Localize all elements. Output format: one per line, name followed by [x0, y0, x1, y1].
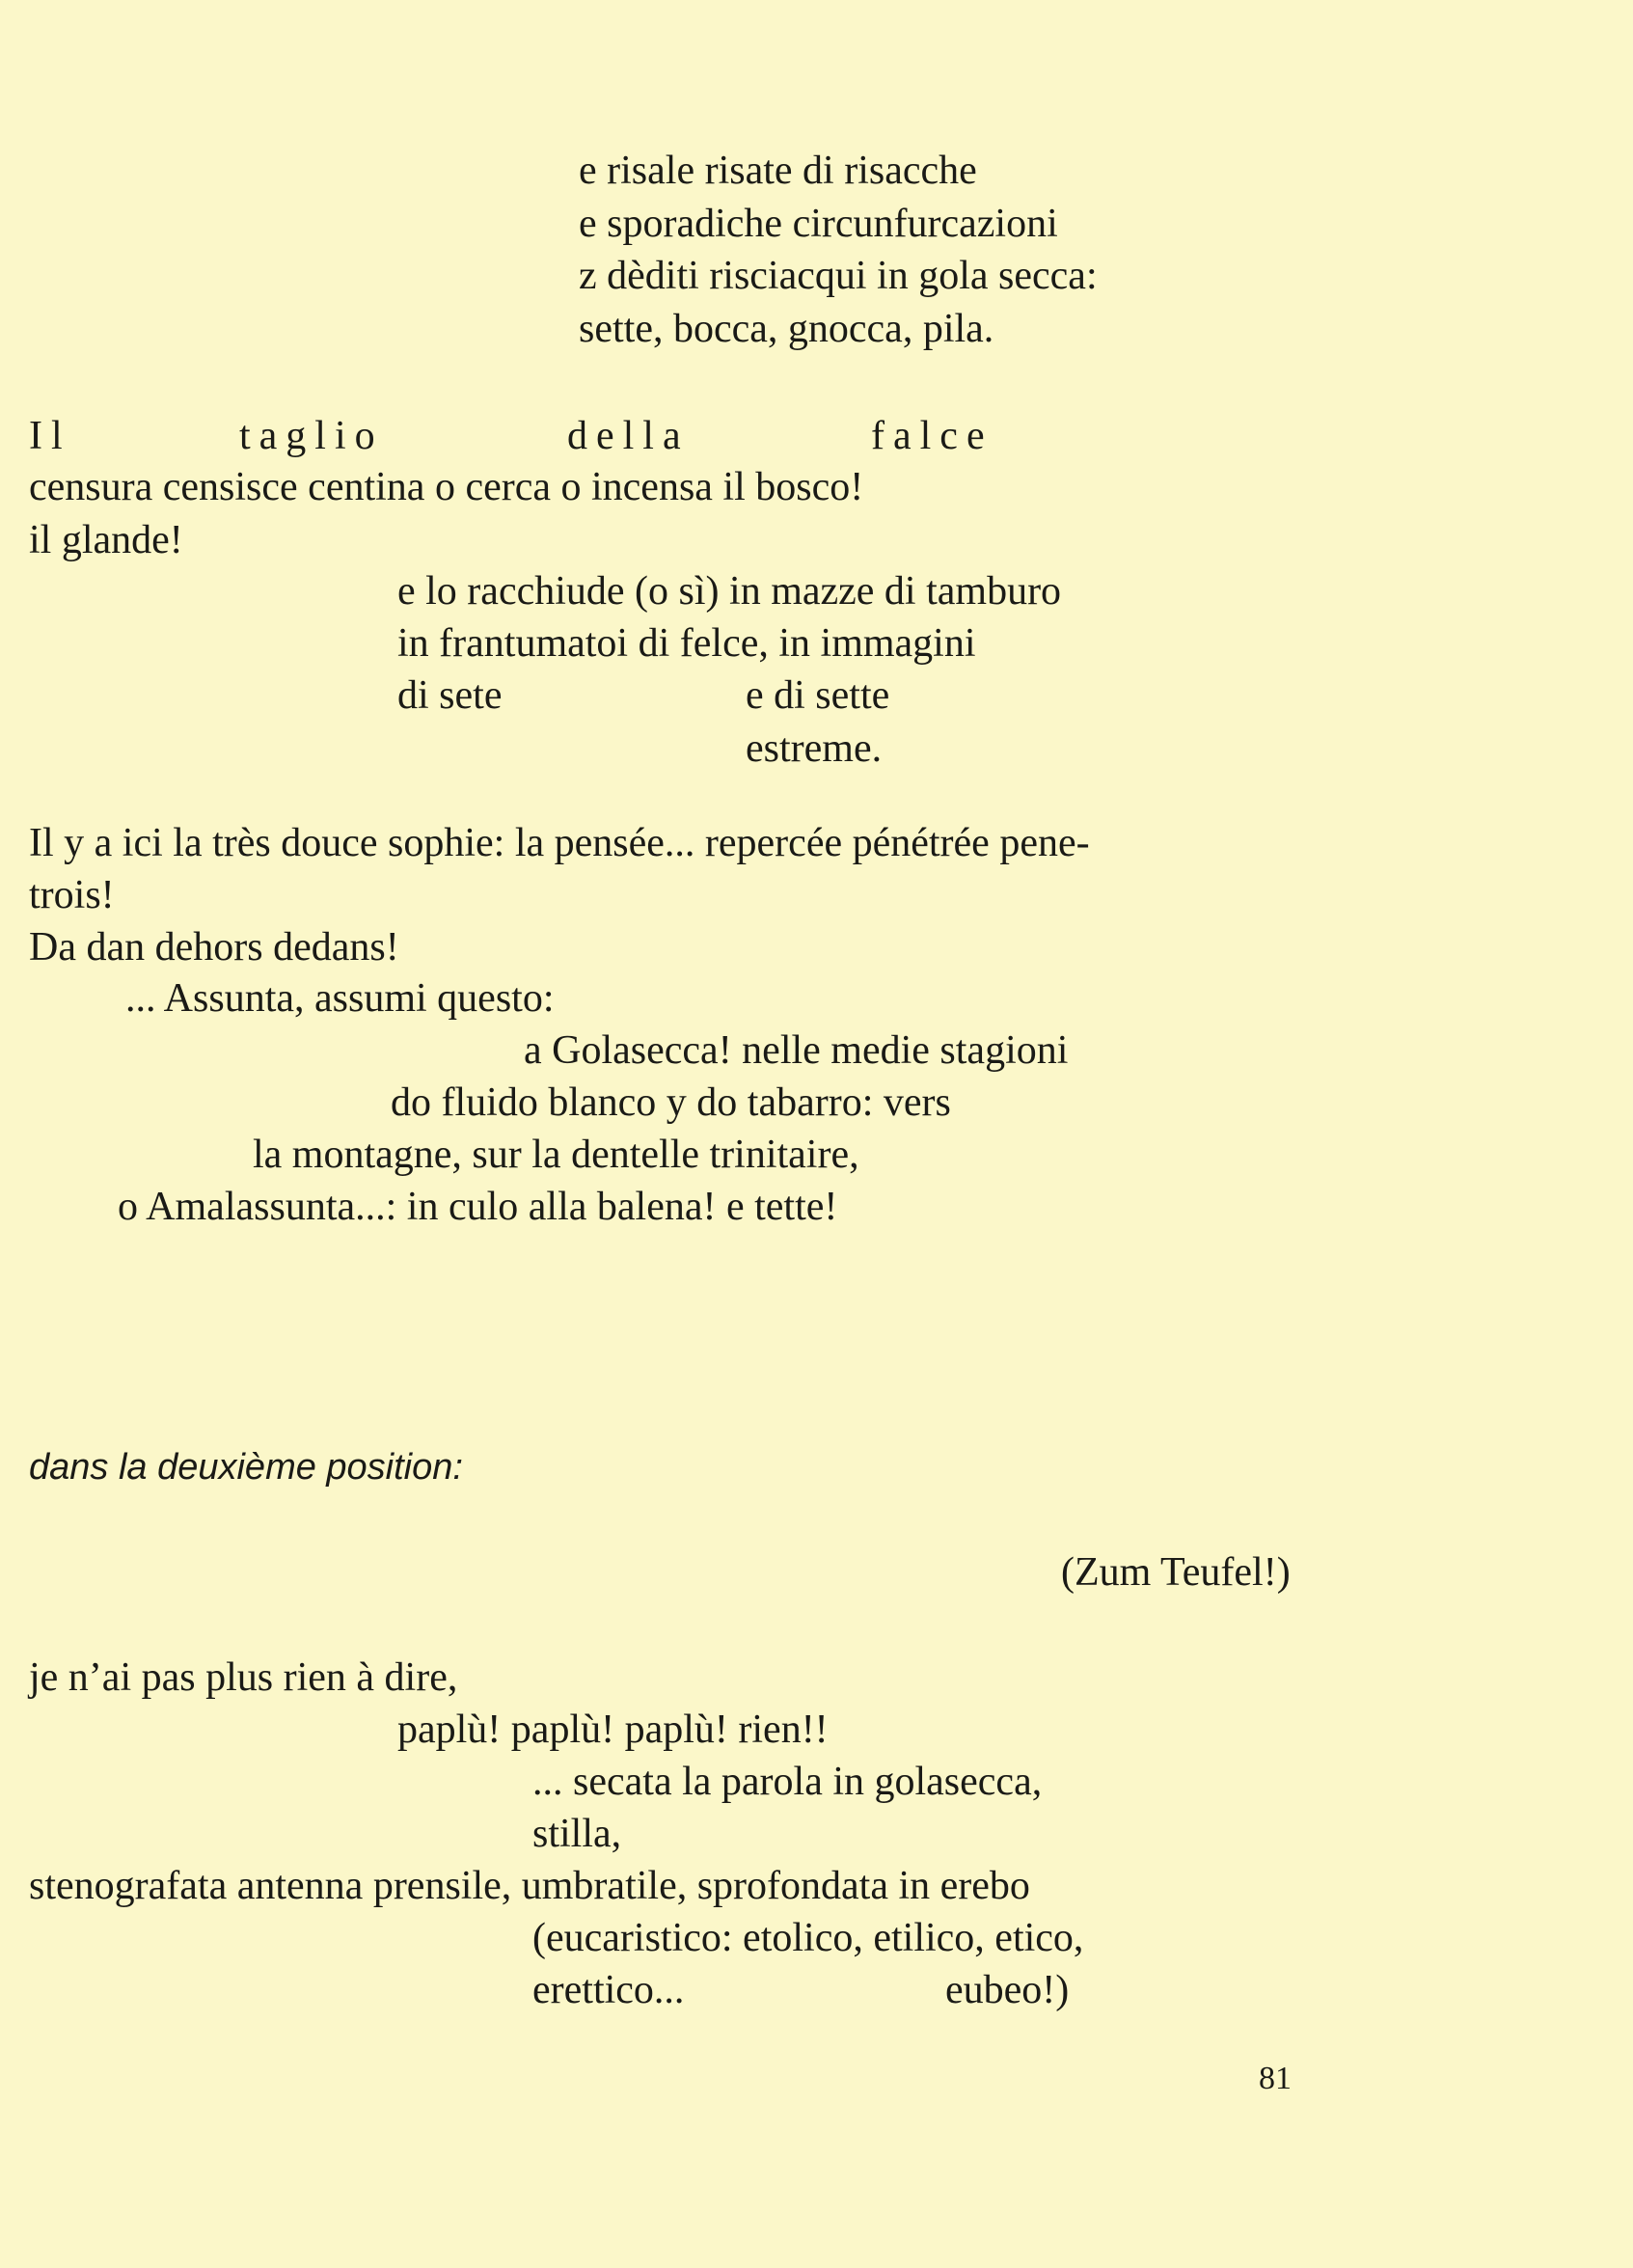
section-heading: dans la deuxième position:: [29, 1447, 463, 1488]
stanza3-line4: ... Assunta, assumi questo:: [125, 976, 555, 1021]
stanza3-line2: trois!: [29, 873, 115, 917]
stanza3-line8: o Amalassunta...: in culo alla balena! e tette!: [118, 1185, 838, 1229]
stanza3-line1: Il y a ici la très douce sophie: la pensée... repercée pénétrée pene-: [29, 821, 1090, 865]
stanza4-line6: (eucaristico: etolico, etilico, etico,: [532, 1916, 1084, 1960]
stanza2-line6b: e di sette: [746, 673, 890, 718]
aside-zum-teufel: (Zum Teufel!): [1061, 1550, 1291, 1595]
stanza3-line7: la montagne, sur la dentelle trinitaire,: [253, 1133, 859, 1177]
stanza2-line2: censura censisce centina o cerca o incensa il bosco!: [29, 465, 864, 509]
stanza2-line6a: di sete: [397, 673, 503, 718]
stanza4-line4: stilla,: [532, 1812, 622, 1856]
stanza4-line7a: erettico...: [532, 1968, 685, 2012]
stanza2-line7: estreme.: [746, 726, 883, 771]
stanza4-line7b: eubeo!): [945, 1968, 1070, 2012]
spaced-word-falce: falce: [871, 414, 993, 458]
spaced-word-taglio: taglio: [239, 414, 384, 458]
stanza2-line3: il glande!: [29, 518, 183, 562]
stanza4-line5: stenografata antenna prensile, umbratile, sprofondata in erebo: [29, 1864, 1030, 1908]
page-number: 81: [1259, 2061, 1292, 2096]
spaced-word-della: della: [567, 414, 690, 458]
stanza2-line4: e lo racchiude (o sì) in mazze di tamburo: [397, 569, 1062, 614]
stanza3-line5: a Golasecca! nelle medie stagioni: [524, 1028, 1069, 1073]
stanza4-line2: paplù! paplù! paplù! rien!!: [397, 1708, 829, 1752]
stanza3-line3: Da dan dehors dedans!: [29, 925, 399, 970]
stanza2-line5: in frantumatoi di felce, in immagini: [397, 621, 976, 666]
stanza1-line2: e sporadiche circunfurcazioni: [579, 202, 1058, 246]
stanza1-line1: e risale risate di risacche: [579, 149, 977, 193]
stanza1-line4: sette, bocca, gnocca, pila.: [579, 307, 994, 351]
spaced-word-il: Il: [29, 414, 71, 458]
stanza4-line3: ... secata la parola in golasecca,: [532, 1760, 1043, 1804]
stanza3-line6: do fluido blanco y do tabarro: vers: [391, 1080, 951, 1125]
stanza1-line3: z dèditi risciacqui in gola secca:: [579, 254, 1098, 298]
stanza4-line1: je n’ai pas plus rien à dire,: [29, 1655, 458, 1700]
